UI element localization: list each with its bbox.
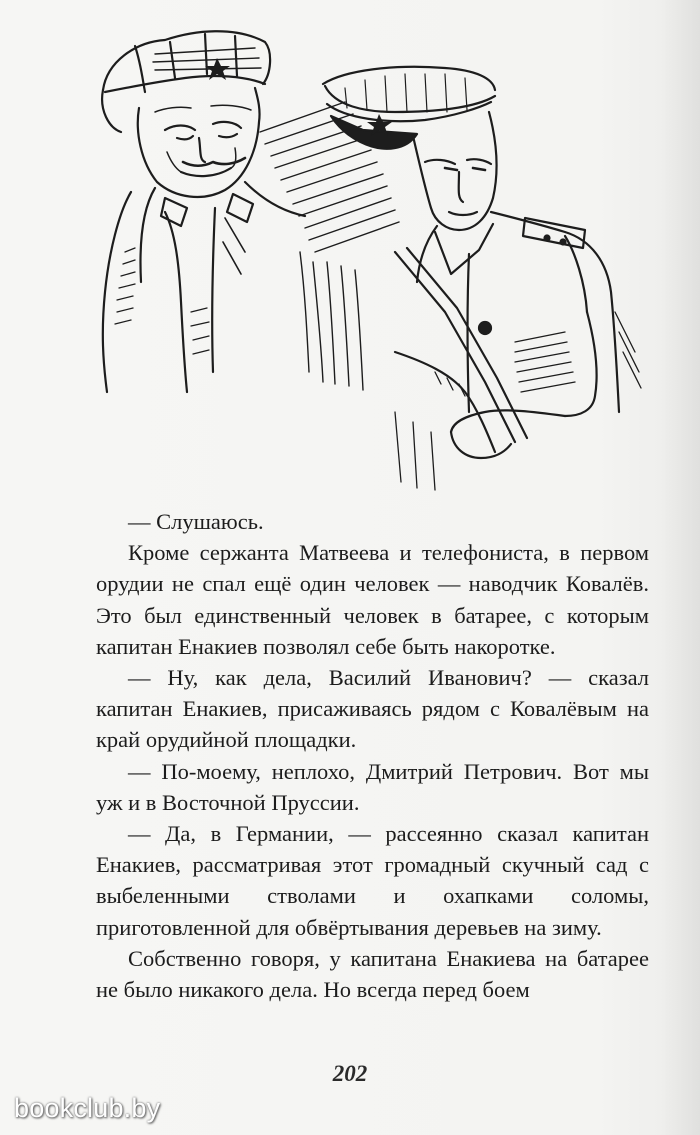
body-text bbox=[96, 506, 649, 1005]
paragraph: Кроме сержанта Матвеева и телефониста, в первом орудии не спал ещё один человек — наводчик Ковалёв. Это был единственный человек в батарее, с которым капитан Енакиев позволял себе быть накоротке. bbox=[96, 540, 649, 659]
paragraph: — Да, в Германии, — рассеянно сказал капитан Енакиев, рассматривая этот громадный скучный сад с выбеленными стволами и охапками соломы, приготовленной для обвёртывания деревьев на зиму. bbox=[96, 821, 649, 940]
paragraph: — Слушаюсь. bbox=[128, 509, 264, 534]
page-number: 202 bbox=[332, 1061, 368, 1086]
watermark: bookclub.by bbox=[14, 1093, 161, 1123]
page-edge-shadow bbox=[660, 0, 700, 1135]
paragraph: Собственно говоря, у капитана Енакиева на батарее не было никакого дела. Но всегда перед боем bbox=[96, 945, 649, 1003]
soldiers-illustration bbox=[95, 12, 645, 492]
paragraph: — По-моему, неплохо, Дмитрий Петрович. Вот мы уж и в Восточной Пруссии. bbox=[96, 758, 649, 815]
paragraph: — Ну, как дела, Василий Иванович? — сказал капитан Енакиев, присаживаясь рядом с Ковалёвым на край орудийной площадки. bbox=[96, 665, 649, 753]
